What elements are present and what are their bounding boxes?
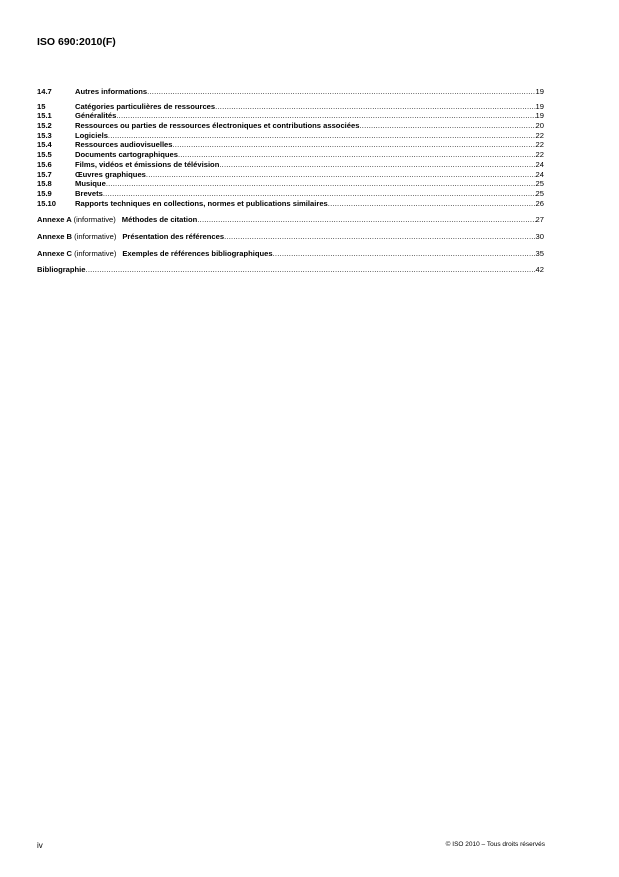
- document-identifier: ISO 690:2010(F): [37, 36, 116, 48]
- toc-entry-bibliography[interactable]: [37, 265, 544, 275]
- toc-entry-page: 42: [535, 265, 544, 275]
- toc-entry[interactable]: [37, 131, 544, 141]
- toc-entry-page: 24: [535, 169, 544, 179]
- dot-leader: [106, 179, 536, 189]
- toc-entry[interactable]: [37, 170, 544, 180]
- toc-entry-number: 14.7: [37, 87, 52, 96]
- toc-entry-number: 15.2: [37, 121, 52, 131]
- toc-entry-page: 19: [535, 111, 544, 121]
- dot-leader: [224, 232, 535, 242]
- toc-entry-title: Autres informations: [75, 87, 148, 96]
- toc-annexes: [37, 215, 544, 258]
- annex-status: (informative): [74, 231, 117, 241]
- toc-entry-number: 15.8: [37, 179, 52, 189]
- toc-entry-title: Ressources audiovisuelles: [75, 140, 173, 150]
- dot-leader: [219, 160, 535, 170]
- toc-entry[interactable]: [37, 160, 544, 170]
- toc-entry[interactable]: [37, 179, 544, 189]
- toc-entry[interactable]: [37, 87, 544, 97]
- dot-leader: [273, 249, 536, 259]
- toc-entry-title: Ressources ou parties de ressources électroniques et contributions associées: [75, 121, 360, 131]
- toc-entry-title: Films, vidéos et émissions de télévision: [75, 159, 220, 169]
- annex-status: (informative): [73, 215, 116, 225]
- toc-entry-page: 19: [535, 87, 544, 96]
- toc-entry-number: 15.10: [37, 198, 57, 208]
- toc-sections: [37, 87, 544, 208]
- annex-label: Annexe C: [37, 248, 73, 258]
- toc-entry-title: Documents cartographiques: [75, 150, 178, 160]
- toc-entry-number: 15: [37, 101, 46, 111]
- dot-leader: [173, 140, 536, 150]
- toc-entry[interactable]: [37, 150, 544, 160]
- toc-entry-title: Œuvres graphiques: [75, 169, 146, 179]
- toc-entry-number: 15.5: [37, 150, 52, 160]
- toc-entry-page: 30: [535, 231, 544, 241]
- toc-entry-title: Bibliographie: [37, 265, 86, 275]
- toc-entry-page: 26: [535, 198, 544, 208]
- toc-entry-page: 25: [535, 188, 544, 198]
- dot-leader: [197, 215, 535, 225]
- toc-entry-number: 15.7: [37, 169, 52, 179]
- toc-entry-page: 22: [535, 130, 544, 140]
- dot-leader: [146, 170, 536, 180]
- toc-entry[interactable]: [37, 102, 544, 112]
- toc-entry-page: 25: [535, 179, 544, 189]
- dot-leader: [116, 111, 535, 121]
- dot-leader: [108, 131, 536, 141]
- dot-leader: [359, 121, 535, 131]
- table-of-contents: [37, 87, 544, 275]
- toc-entry[interactable]: [37, 199, 544, 209]
- toc-entry-number: 15.3: [37, 130, 52, 140]
- annex-title: Présentation des références: [122, 231, 225, 241]
- toc-entry-page: 19: [535, 101, 544, 111]
- toc-entry-page: 22: [535, 150, 544, 160]
- toc-entry-title: Brevets: [75, 188, 103, 198]
- toc-entry-page: 22: [535, 140, 544, 150]
- toc-entry-page: 35: [535, 248, 544, 258]
- annex-status: (informative): [74, 248, 117, 258]
- toc-entry-page: 24: [535, 159, 544, 169]
- toc-entry-annex[interactable]: [37, 249, 544, 259]
- dot-leader: [86, 265, 536, 275]
- toc-entry[interactable]: [37, 140, 544, 150]
- toc-entry-title: Rapports techniques en collections, normes et publications similaires: [75, 198, 328, 208]
- dot-leader: [328, 199, 536, 209]
- annex-label: Annexe A: [37, 215, 72, 225]
- toc-entry-number: 15.4: [37, 140, 52, 150]
- toc-entry-number: 15.1: [37, 111, 52, 121]
- toc-entry-title: Catégories particulières de ressources: [75, 101, 216, 111]
- annex-title: Exemples de références bibliographiques: [122, 248, 273, 258]
- dot-leader: [215, 102, 535, 112]
- toc-entry-page: 20: [535, 121, 544, 131]
- toc-entry-title: Logiciels: [75, 130, 108, 140]
- footer-page-number: iv: [37, 841, 43, 850]
- toc-entry-title: Généralités: [75, 111, 117, 121]
- toc-entry-number: 15.6: [37, 159, 52, 169]
- footer-copyright: © ISO 2010 – Tous droits réservés: [445, 841, 545, 848]
- annex-title: Méthodes de citation: [121, 215, 198, 225]
- dot-leader: [103, 189, 536, 199]
- toc-entry-number: 15.9: [37, 188, 52, 198]
- toc-entry[interactable]: [37, 121, 544, 131]
- toc-entry[interactable]: [37, 111, 544, 121]
- toc-entry-annex[interactable]: [37, 232, 544, 242]
- toc-entry[interactable]: [37, 189, 544, 199]
- dot-leader: [178, 150, 536, 160]
- toc-entry-page: 27: [535, 215, 544, 225]
- annex-label: Annexe B: [37, 231, 73, 241]
- toc-entry-annex[interactable]: [37, 215, 544, 225]
- toc-entry-title: Musique: [75, 179, 106, 189]
- dot-leader: [147, 87, 535, 97]
